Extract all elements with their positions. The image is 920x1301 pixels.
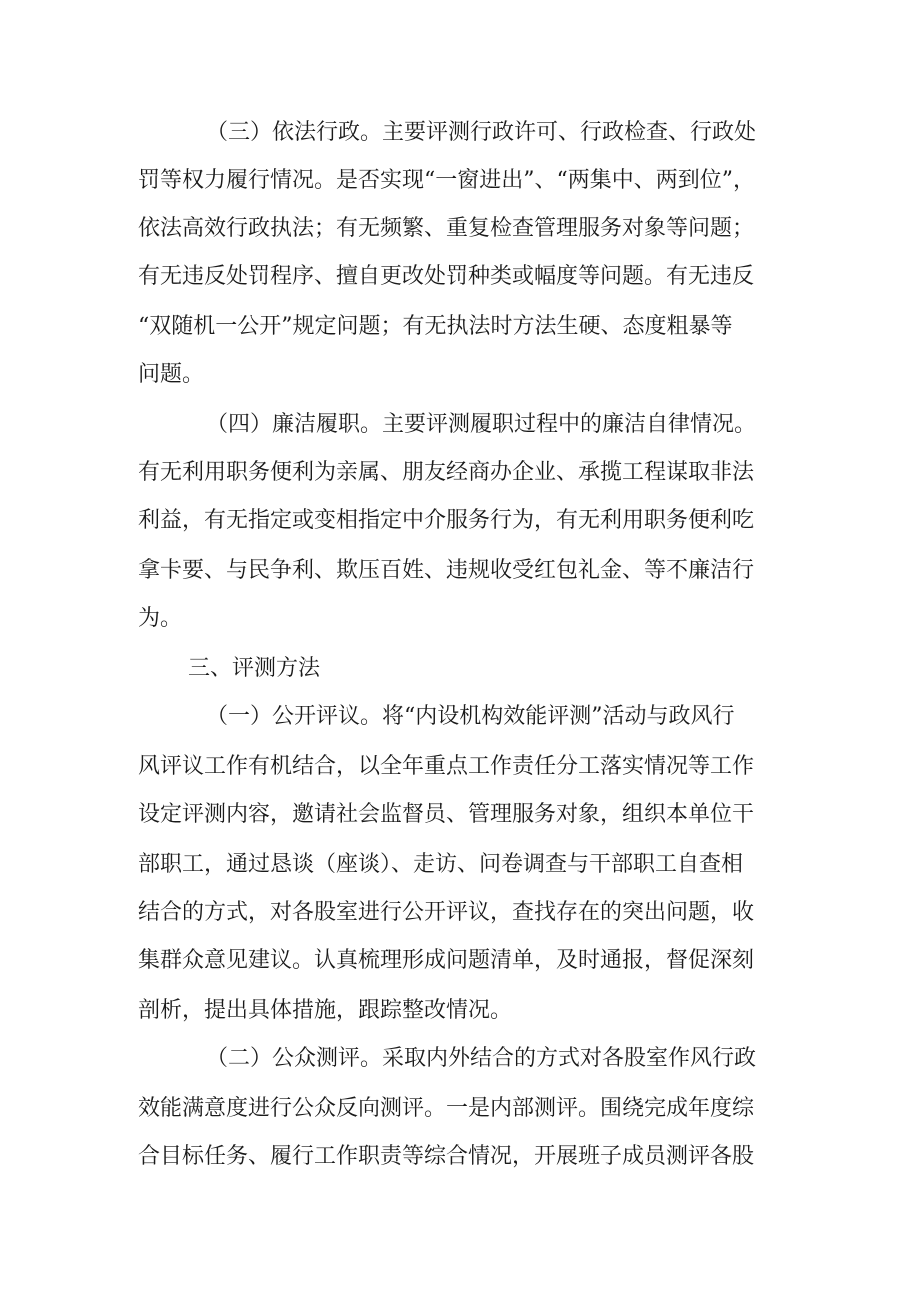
text-line: 集群众意见建议。认真梳理形成问题清单，及时通报，督促深刻	[138, 948, 755, 973]
text-line: 设定评测内容，邀请社会监督员、管理服务对象，组织本单位干	[138, 802, 755, 827]
text-line: 罚等权力履行情况。是否实现“一窗进出”、“两集中、两到位”，	[138, 168, 755, 193]
text-line: 拿卡要、与民争利、欺压百姓、违规收受红包礼金、等不廉洁行	[138, 558, 755, 583]
text-line: 利益，有无指定或变相指定中介服务行为，有无利用职务便利吃	[138, 508, 755, 533]
text-line: 剖析，提出具体措施，跟踪整改情况。	[138, 998, 513, 1023]
text-line: 为。	[138, 606, 183, 631]
text-line: 结合的方式，对各股室进行公开评议，查找存在的突出问题，收	[138, 900, 755, 925]
text-line: 效能满意度进行公众反向测评。一是内部测评。围绕完成年度综	[138, 1096, 755, 1121]
section-heading: 三、评测方法	[188, 656, 321, 681]
text-line: 问题。	[138, 362, 205, 387]
text-line: 风评议工作有机结合，以全年重点工作责任分工落实情况等工作	[138, 754, 755, 779]
text-line: 合目标任务、履行工作职责等综合情况，开展班子成员测评各股	[138, 1144, 755, 1169]
text-line: （四）廉洁履职。主要评测履职过程中的廉洁自律情况。	[206, 412, 757, 437]
text-line: 有无违反处罚程序、擅自更改处罚种类或幅度等问题。有无违反	[138, 264, 755, 289]
text-line: 部职工，通过恳谈（座谈）、走访、问卷调查与干部职工自查相	[138, 852, 744, 877]
text-line: （一）公开评议。将“内设机构效能评测”活动与政风行	[206, 704, 735, 729]
text-line: 依法高效行政执法；有无频繁、重复检查管理服务对象等问题；	[138, 216, 755, 241]
text-line: “双随机一公开”规定问题；有无执法时方法生硬、态度粗暴等	[138, 314, 733, 339]
text-line: 有无利用职务便利为亲属、朋友经商办企业、承揽工程谋取非法	[138, 460, 755, 485]
text-line: （二）公众测评。采取内外结合的方式对各股室作风行政	[206, 1046, 757, 1071]
text-line: （三）依法行政。主要评测行政许可、行政检查、行政处	[206, 120, 757, 145]
